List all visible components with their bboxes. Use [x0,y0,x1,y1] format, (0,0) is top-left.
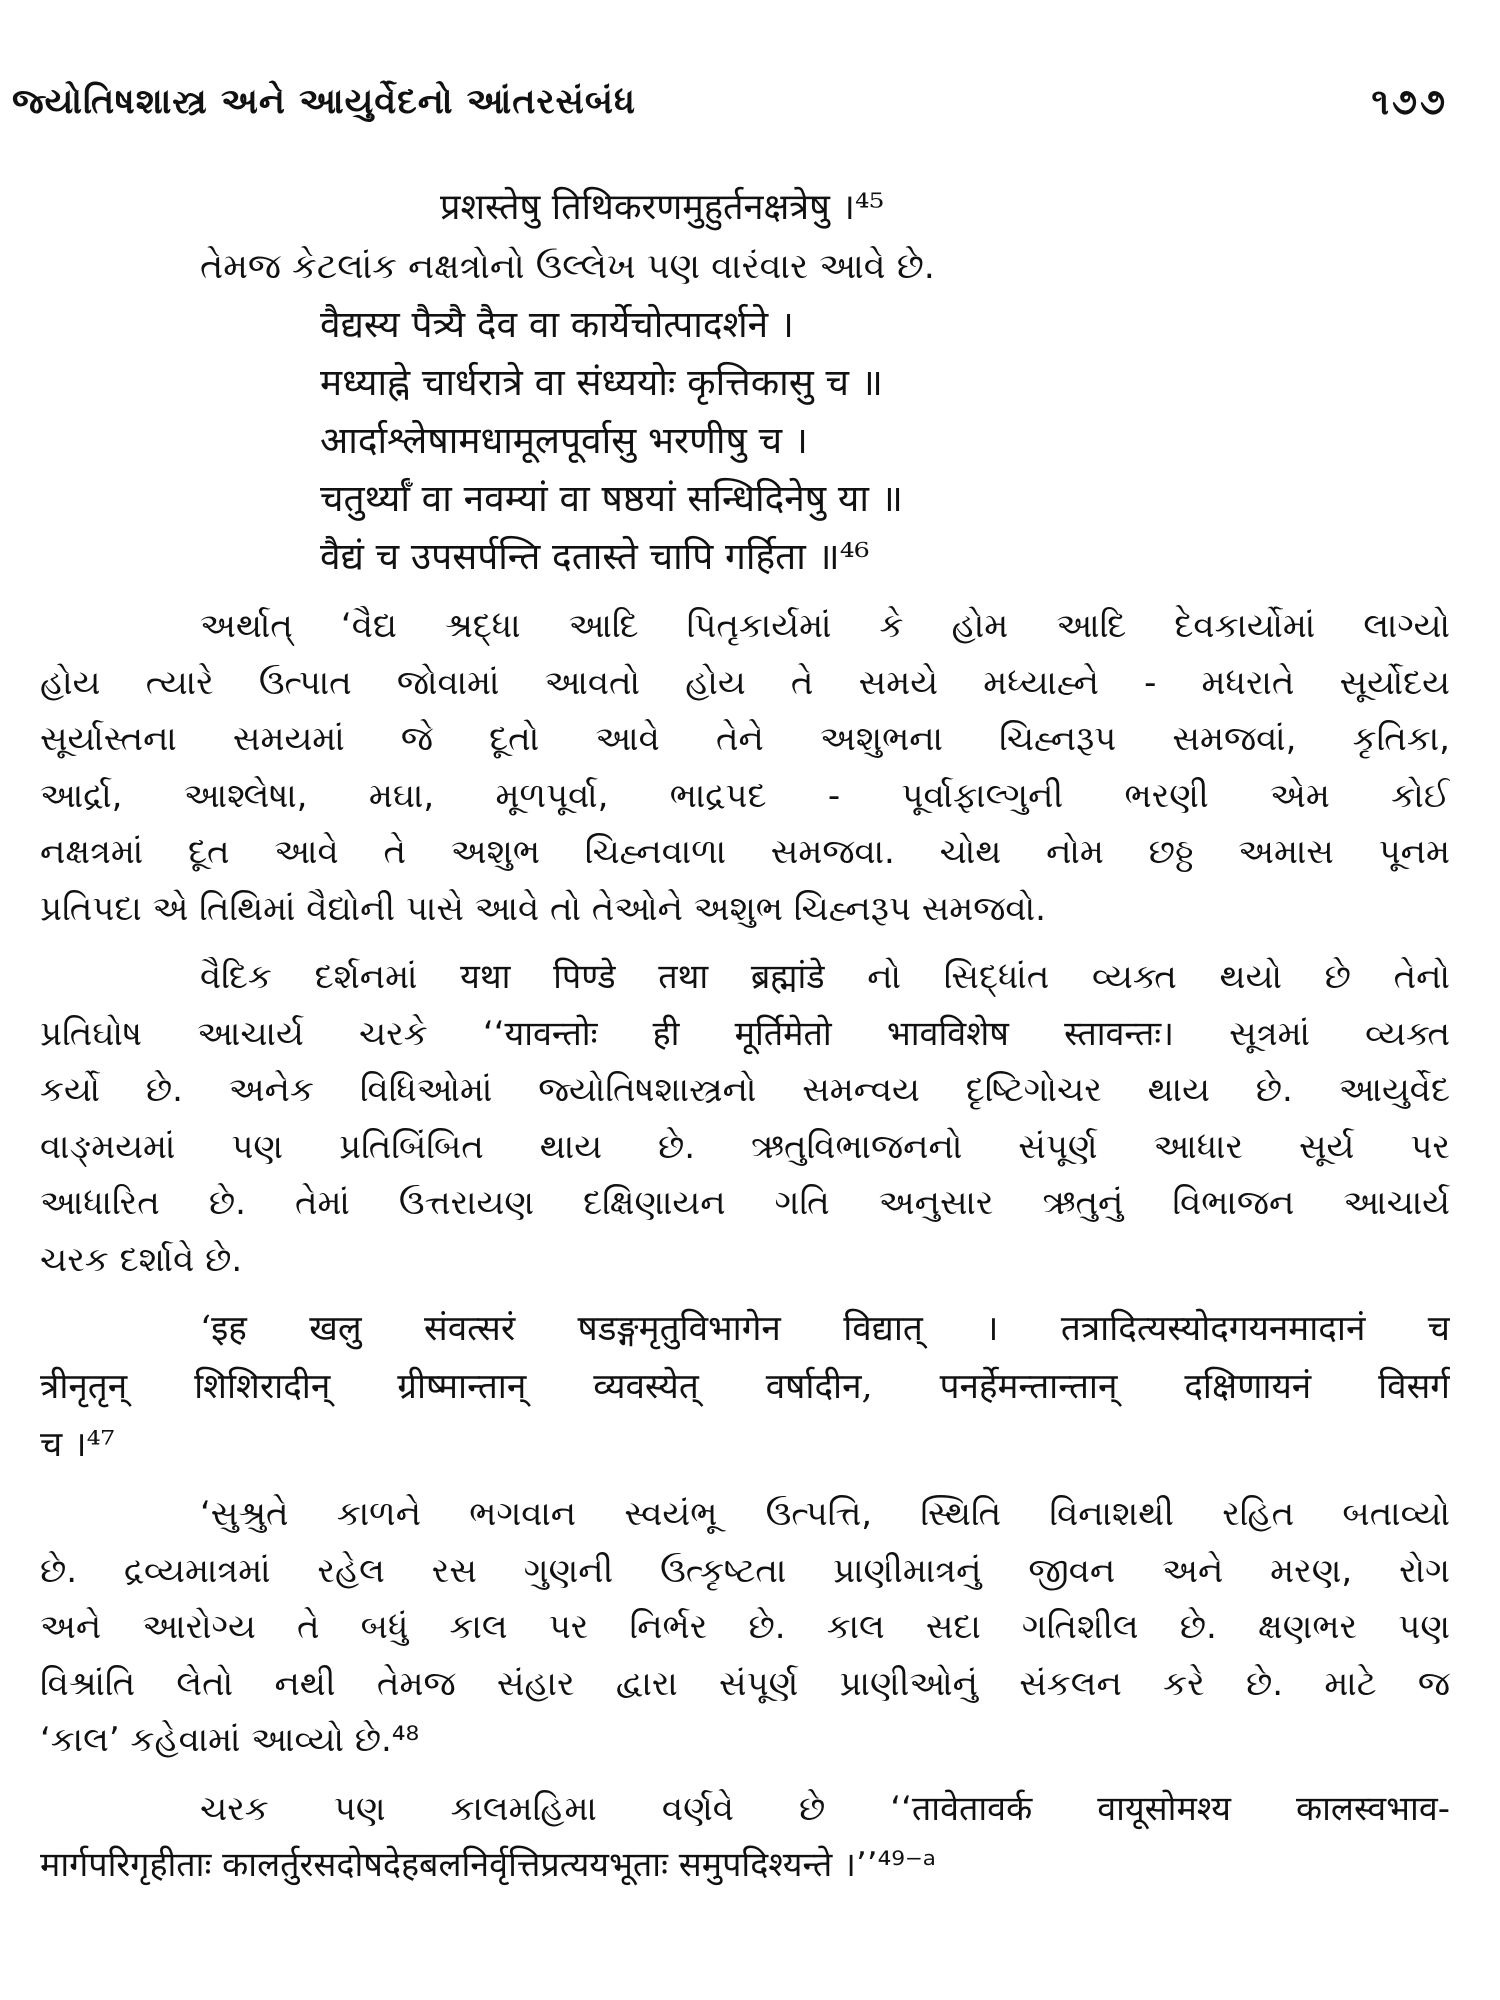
verse-block [40,296,1450,586]
paragraph-line: વાઙ્મયમાં પણ પ્રતિબિંબિત થાય છે. ઋતુવિભાજનનો સંપૂર્ણ આધાર સૂર્ય પર [40,1126,1450,1167]
sanskrit-quote [40,1300,1450,1474]
paragraph-line: પ્રતિપદા એ તિથિમાં વૈદ્યોની પાસે આવે તો તેઓને અશુભ ચિહ્નરૂપ સમજવો. [40,888,1046,929]
paragraph-line: मार्गपरिगृहीताः कालर्तुरसदोषदेहबलनिर्वृत्तिप्रत्ययभूताः समुपदिश्यन्ते ।’’⁴⁹⁻ᵃ [40,1845,937,1885]
page-number: ૧૭૭ [1371,82,1448,123]
paragraph-line: આર્દ્રા, આશ્લેષા, મઘા, મૂળપૂર્વા, ભાદ્રપદ - પૂર્વાફાલ્ગુની ભરણી એમ કોઈ [40,775,1450,816]
paragraph-line: અર્થાત્ ‘વૈદ્ય શ્રદ્ધા આદિ પિતૃકાર્યમાં કે હોમ આદિ દેવકાર્યોમાં લાગ્યો [200,606,1450,646]
paragraph-line: કર્યો છે. અનેક વિધિઓમાં જ્યોતિષશાસ્ત્રનો સમન્વય દૃષ્ટિગોચર થાય છે. આયુર્વેદ [40,1070,1450,1110]
paragraph-line: સૂર્યાસ્તના સમયમાં જે દૂતો આવે તેને અશુભના ચિહ્નરૂપ સમજવાં, કૃતિકા, [40,719,1450,759]
paragraph-line: છે. દ્રવ્યમાત્રમાં રહેલ રસ ગુણની ઉત્કૃષ્ટતા પ્રાણીમાત્રનું જીવન અને મરણ, રોગ [40,1550,1450,1591]
paragraph-line: વૈદિક દર્શનમાં यथा पिण्डे तथा ब्रह्मांडे નો સિદ્ધાંત વ્યક્ત થયો છે તેનો [200,957,1450,997]
paragraph-4 [40,1781,1450,1894]
verse-line: मध्याह्ने चार्धरात्रे वा संध्ययोः कृत्तिकासु च ॥ [320,361,883,404]
paragraph-line: ચરક દર્શાવે છે. [40,1239,243,1280]
running-head: જ્યોતિષશાસ્ત્ર અને આયુર્વેદનો આંતરસંબંધ [12,82,636,122]
paragraph-line: ‘કાલ’ કહેવામાં આવ્યો છે.⁴⁸ [40,1720,420,1760]
paragraph-line: આધારિત છે. તેમાં ઉત્તરાયણ દક્ષિણાયન ગતિ અનુસાર ઋતુનું વિભાજન આચાર્ય [40,1183,1450,1223]
paragraph-line: હોય ત્યારે ઉત્પાત જોવામાં આવતો હોય તે સમયે મધ્યાહ્ને - મધરાતે સૂર્યોદય [40,662,1450,703]
paragraph-3 [40,1486,1450,1769]
paragraph-1 [40,598,1450,937]
paragraph-line: અને આરોગ્ય તે બધું કાલ પર નિર્ભર છે. કાલ સદા ગતિશીલ છે. ક્ષણભર પણ [40,1607,1450,1647]
page-header [12,82,1448,152]
paragraph-line: ‘સુશ્રુતે કાળને ભગવાન સ્વયંભૂ ઉત્પત્તિ, સ્થિતિ વિનાશથી રહિત બતાવ્યો [200,1494,1450,1534]
paragraph-line: ચરક પણ કાલમહિમા વર્ણવે છે ‘‘तावेतावर्क वायूसोमश्य कालस्वभाव- [200,1788,1450,1829]
paragraph-2 [40,949,1450,1288]
sanskrit-sloka-intro: प्रशस्तेषु तिथिकरणमुहुर्तनक्षत्रेषु ।⁴⁵ [440,187,884,228]
quote-line: च ।⁴⁷ [40,1425,115,1465]
quote-line: ‘इह खलु संवत्सरं षडङ्गमृतुविभागेन विद्यात् । तत्रादित्यस्योदगयनमादानं च [200,1309,1450,1349]
verse-line: चतुर्थ्याँ वा नवम्यां वा षष्ठयां सन्धिदिनेषु या ॥ [320,477,903,520]
verse-line: वैद्यं च उपसर्पन्ति दतास्ते चापि गर्हिता ॥⁴⁶ [320,535,870,578]
page-body [40,178,1450,1894]
paragraph-line: પ્રતિઘોષ આચાર્ય ચરકે ‘‘यावन्तोः ही मूर्तिमेतो भावविशेष स्तावन्तः। સૂત્રમાં વ્યક્ત [40,1013,1450,1054]
intro-line: તેમજ કેટલાંક નક્ષત્રોનો ઉલ્લેખ પણ વારંવાર આવે છે. [200,247,935,287]
verse-line: आर्दाश्लेषामधामूलपूर्वासु भरणीषु च । [320,419,808,462]
paragraph-line: નક્ષત્રમાં દૂત આવે તે અશુભ ચિહ્નવાળા સમજવા. ચોથ નોમ છઠ્ઠ અમાસ પૂનમ [40,832,1450,872]
quote-line: त्रीनृतृन् शिशिरादीन् ग्रीष्मान्तान् व्यवस्येत् वर्षादीन, पनर्हेमन्तान्तान् दक्षिणायनं विसर्ग [40,1367,1450,1407]
verse-line: वैद्यस्य पैत्र्यै दैव वा कार्येचोत्पादर्शने । [320,303,794,346]
paragraph-line: વિશ્રાંતિ લેતો નથી તેમજ સંહાર દ્વારા સંપૂર્ણ પ્રાણીઓનું સંકલન કરે છે. માટે જ [40,1663,1450,1704]
